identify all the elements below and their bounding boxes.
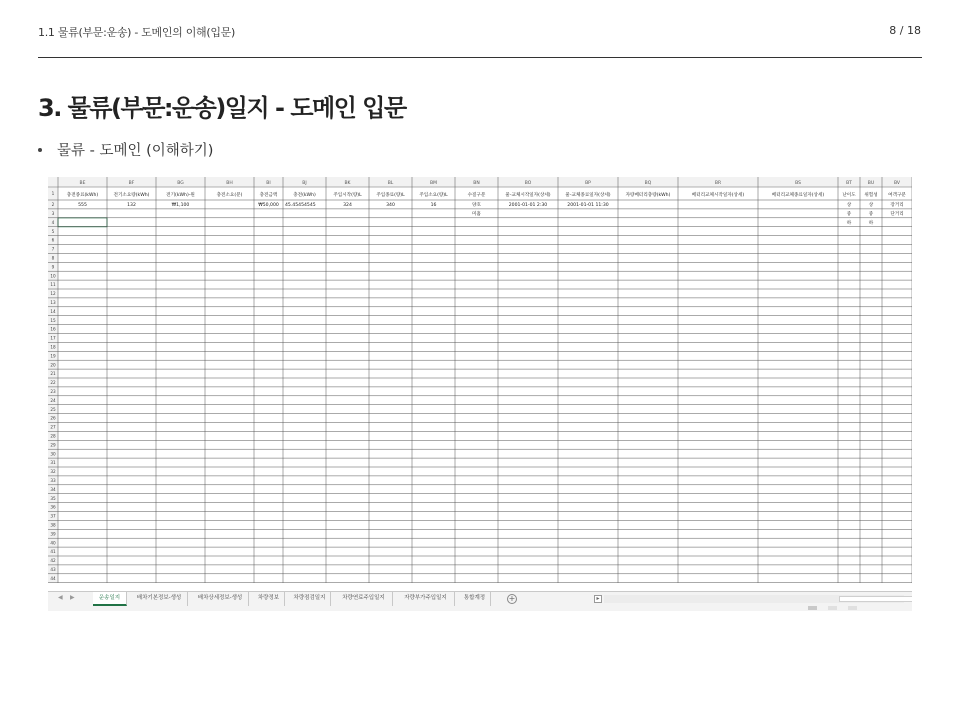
data-cell: 2001-01-01 11:30: [567, 203, 609, 209]
data-cell: 324: [343, 203, 352, 209]
header-cell: 충전금액: [259, 193, 278, 198]
row-number: 17: [50, 335, 56, 341]
tab-prev-icon[interactable]: ◀: [58, 594, 63, 601]
row-number: 7: [51, 246, 55, 252]
page-layout-icon[interactable]: [828, 606, 837, 610]
column-letter: BM: [430, 181, 437, 186]
row-number: 40: [50, 540, 56, 546]
row-number: 5: [51, 228, 55, 234]
horizontal-scrollbar[interactable]: [604, 595, 904, 603]
add-sheet-icon[interactable]: +: [508, 594, 516, 603]
tab-next-icon[interactable]: ▶: [70, 594, 75, 601]
row-number: 28: [50, 433, 56, 439]
column-letter: BQ: [644, 181, 652, 186]
sheet-tab[interactable]: 통합계정: [459, 592, 491, 606]
data-cell: ₩50,000: [258, 203, 279, 209]
header-cell: 난이도: [842, 193, 856, 198]
header-cell: 여객구분: [888, 193, 906, 198]
column-letter: BS: [795, 181, 801, 186]
column-letter: BV: [893, 181, 901, 186]
data-cell: 중: [846, 212, 852, 218]
row-number: 33: [50, 477, 56, 483]
data-cell: 2001-01-01 2:30: [508, 203, 548, 209]
row-number: 43: [50, 566, 56, 572]
column-letter: BT: [846, 181, 852, 186]
row-number: 18: [50, 344, 56, 350]
data-cell: 양호: [472, 203, 481, 209]
sheet-tab[interactable]: 배차상세정보-생성: [192, 592, 249, 606]
row-number: 9: [51, 264, 55, 270]
data-cell: 장거리: [890, 203, 904, 209]
data-cell: 340: [386, 203, 395, 209]
header-cell: 베터리교체종료일자(상세): [771, 193, 825, 198]
row-number: 16: [50, 326, 56, 332]
header-cell: 물-교체시작일자(상세): [505, 193, 551, 198]
row-number: 27: [50, 424, 56, 430]
header-cell: 충전소요(분): [216, 193, 243, 198]
row-number: 15: [50, 317, 56, 323]
sheet-tab[interactable]: 차량연료주입일지: [335, 592, 393, 606]
header-cell: 충전(kWh): [293, 193, 316, 198]
status-bar: [48, 606, 912, 611]
spreadsheet-grid: [48, 177, 912, 591]
row-number: 36: [50, 504, 56, 510]
bullet-text: 물류 - 도메인 (이해하기): [57, 143, 214, 159]
column-letter: BO: [524, 181, 532, 186]
row-number: 19: [50, 353, 56, 359]
column-letter: BF: [128, 181, 135, 186]
row-number: 20: [50, 362, 56, 368]
row-number: 39: [50, 531, 56, 537]
page-number: 8 / 18: [889, 24, 921, 37]
row-number: 3: [51, 210, 55, 216]
data-cell: 16: [430, 203, 437, 209]
header-cell: 주입종료(량)L: [376, 193, 405, 198]
slide-title: 3. 물류(부문:운송)일지 - 도메인 입문: [38, 94, 406, 122]
data-cell: 하: [868, 220, 874, 226]
header-cell: 베터리교체시작일자(상세): [691, 193, 745, 198]
column-letter: BN: [473, 181, 480, 186]
sheet-tab[interactable]: 운송일지: [93, 592, 127, 606]
sheet-tab[interactable]: 자량부가주입일지: [397, 592, 455, 606]
column-letter: BI: [266, 181, 271, 186]
row-number: 13: [50, 299, 56, 305]
row-number: 23: [50, 388, 56, 394]
row-number: 34: [50, 486, 56, 492]
row-number: 22: [50, 380, 56, 386]
sheet-tab[interactable]: 차량점검일지: [289, 592, 331, 606]
scrollbar-thumb[interactable]: [839, 596, 912, 602]
sheet-tab-bar: [48, 591, 912, 606]
column-letter: BE: [79, 181, 86, 186]
row-number: 25: [50, 406, 56, 412]
row-number: 24: [50, 397, 56, 403]
column-letter: BG: [177, 181, 184, 186]
column-letter: BK: [344, 181, 351, 186]
sheet-tab[interactable]: 차량정보: [253, 592, 285, 606]
data-cell: 상: [846, 203, 852, 209]
header-divider: [38, 57, 922, 58]
header-cell: 전기소요량(kWh): [113, 193, 150, 198]
data-cell: 중: [868, 212, 874, 218]
row-number: 44: [50, 575, 56, 581]
header-cell: 수질구분: [467, 193, 486, 198]
row-number: 10: [50, 273, 56, 279]
scroll-right-icon[interactable]: ▸: [594, 595, 602, 603]
column-letter: BJ: [302, 181, 307, 186]
column-letter: BU: [867, 181, 875, 186]
row-number: 37: [50, 513, 56, 519]
row-number: 35: [50, 495, 56, 501]
row-number: 21: [50, 371, 56, 377]
data-cell: 45.45454545: [285, 203, 316, 209]
header-cell: 자량베터리충량(kWh): [625, 193, 671, 198]
column-letter: BH: [226, 181, 233, 186]
spreadsheet-screenshot: [48, 177, 912, 611]
row-number: 30: [50, 451, 56, 457]
row-number: 42: [50, 558, 56, 564]
row-number: 31: [50, 460, 56, 466]
data-cell: 미흡: [472, 212, 481, 218]
header-cell: 물-교체종료일자(상세): [565, 193, 611, 198]
row-number: 29: [50, 442, 56, 448]
row-number: 41: [50, 549, 56, 555]
page-break-icon[interactable]: [848, 606, 857, 610]
row-number: 8: [51, 255, 55, 261]
column-letter: BR: [714, 181, 722, 186]
row-number: 11: [50, 282, 56, 288]
selected-cell: [58, 218, 107, 227]
data-cell: 상: [868, 203, 874, 209]
column-letter: BL: [387, 181, 394, 186]
row-number: 32: [50, 469, 56, 475]
bullet-dot-icon: [38, 148, 42, 152]
section-header: 1.1 물류(부문:운송) - 도메인의 이해(입문): [38, 26, 235, 39]
row-number: 14: [50, 308, 56, 314]
row-number: 6: [51, 237, 55, 243]
column-letter: BP: [585, 181, 591, 186]
normal-view-icon[interactable]: [808, 606, 817, 610]
data-cell: 132: [127, 203, 136, 209]
header-cell: 전기(kWh)-원: [166, 193, 195, 198]
data-cell: 555: [78, 203, 87, 209]
header-cell: 주입시작(량)L: [333, 193, 362, 198]
header-cell: 위험성: [864, 193, 878, 198]
row-number: 26: [50, 415, 56, 421]
header-cell: 주입소요(량)L: [419, 193, 448, 198]
row-number: 38: [50, 522, 56, 528]
row-number: 1: [51, 191, 55, 197]
row-number: 4: [51, 219, 55, 225]
data-cell: ₩1,100: [171, 203, 190, 209]
row-number: 2: [51, 202, 55, 208]
data-cell: 하: [846, 220, 852, 226]
data-cell: 단거리: [890, 212, 904, 218]
sheet-tab[interactable]: 배차기본정보-생성: [131, 592, 188, 606]
row-number: 12: [50, 291, 56, 297]
header-cell: 충전종료(kWh): [66, 193, 99, 198]
bullet-item: [38, 139, 213, 160]
